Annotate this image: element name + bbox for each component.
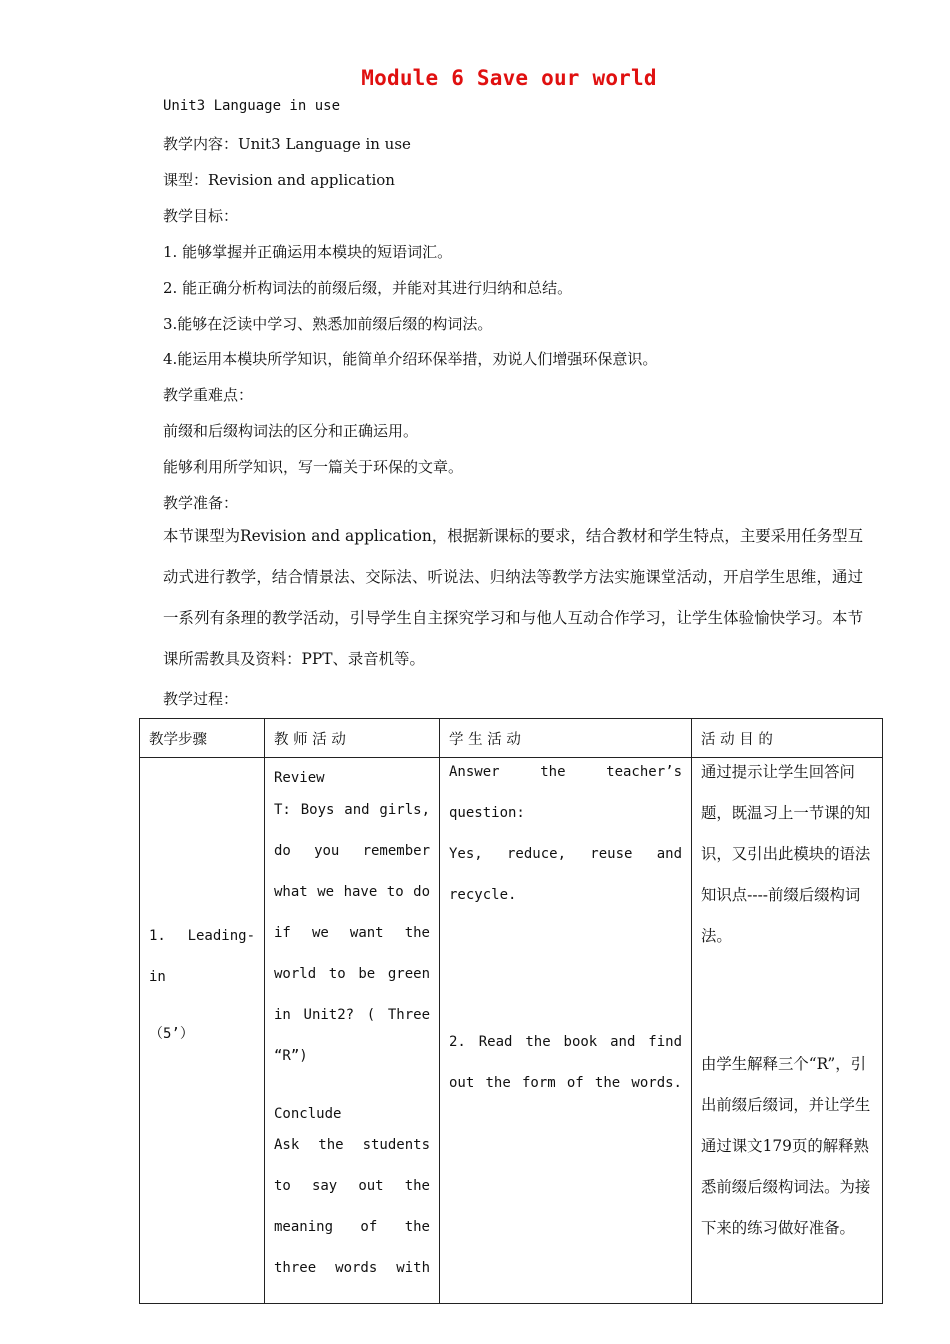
document-title: Module 6 Save our world xyxy=(361,66,657,90)
objective-item: 3.能够在泛读中学习、熟悉加前缀后缀的构词法。 xyxy=(163,315,493,333)
student-cell xyxy=(440,758,692,1304)
teacher-ask: Ask the students to say out the meaning of the three words with xyxy=(274,1137,430,1276)
purpose-1: 通过提示让学生回答问题，既温习上一节课的知识，又引出此模块的语法知识点----前缀后缀构词法。 xyxy=(701,763,871,945)
step-cell xyxy=(140,758,265,1304)
process-table xyxy=(139,718,883,1304)
type-line: 课型：Revision and application xyxy=(163,171,395,189)
process-heading: 教学过程： xyxy=(163,690,239,708)
objectives-heading: 教学目标： xyxy=(163,207,239,225)
step-label: 1. Leading-in xyxy=(149,928,255,985)
teacher-question: T: Boys and girls, do you remember what we have to do if we want the world to be green in Unit2? ( Three “R”) xyxy=(274,802,430,1064)
purpose-cell xyxy=(692,758,883,1304)
objective-item: 2. 能正确分析构词法的前缀后缀，并能对其进行归纳和总结。 xyxy=(163,279,573,297)
purpose-2: 由学生解释三个“R”，引出前缀后缀词，并让学生通过课文179页的解释熟悉前缀后缀构词法。为接下来的练习做好准备。 xyxy=(701,1055,871,1237)
key-point-item: 能够利用所学知识，写一篇关于环保的文章。 xyxy=(163,458,464,476)
header-teacher: 教 师 活 动 xyxy=(265,719,440,758)
teacher-conclude: Conclude xyxy=(274,1106,342,1122)
table-row xyxy=(140,758,883,1304)
header-purpose: 活 动 目 的 xyxy=(692,719,883,758)
student-answer-b: Yes, reduce, reuse and recycle. xyxy=(449,846,682,903)
teacher-cell xyxy=(265,758,440,1304)
student-answer: Answer the teacher’s question: xyxy=(449,764,682,821)
prep-paragraph: 本节课型为Revision and application，根据新课标的要求，结合教材和学生特点，主要采用任务型互动式进行教学，结合情景法、交际法、听说法、归纳法等教学方法实施课堂活动，开启学生思维，通过一系列有条理的教学活动，引导学生自主探究学习和与他人互动合作学习，让学生体验愉快学习。本节课所需教具及资料：PPT、录音机等。 xyxy=(163,527,863,668)
teacher-review: Review xyxy=(274,770,325,786)
content-line: 教学内容：Unit3 Language in use xyxy=(163,135,411,153)
student-read: 2. Read the book and find out the form of the words. xyxy=(449,1034,682,1091)
key-point-item: 前缀和后缀构词法的区分和正确运用。 xyxy=(163,422,419,440)
header-step: 教学步骤 xyxy=(140,719,265,758)
prep-heading: 教学准备： xyxy=(163,494,239,512)
objective-item: 1. 能够掌握并正确运用本模块的短语词汇。 xyxy=(163,243,453,261)
objective-item: 4.能运用本模块所学知识，能简单介绍环保举措，劝说人们增强环保意识。 xyxy=(163,350,658,368)
header-student: 学 生 活 动 xyxy=(440,719,692,758)
unit-line: Unit3 Language in use xyxy=(163,98,341,114)
step-time: （5’） xyxy=(149,1026,194,1042)
key-points-heading: 教学重难点： xyxy=(163,386,254,404)
